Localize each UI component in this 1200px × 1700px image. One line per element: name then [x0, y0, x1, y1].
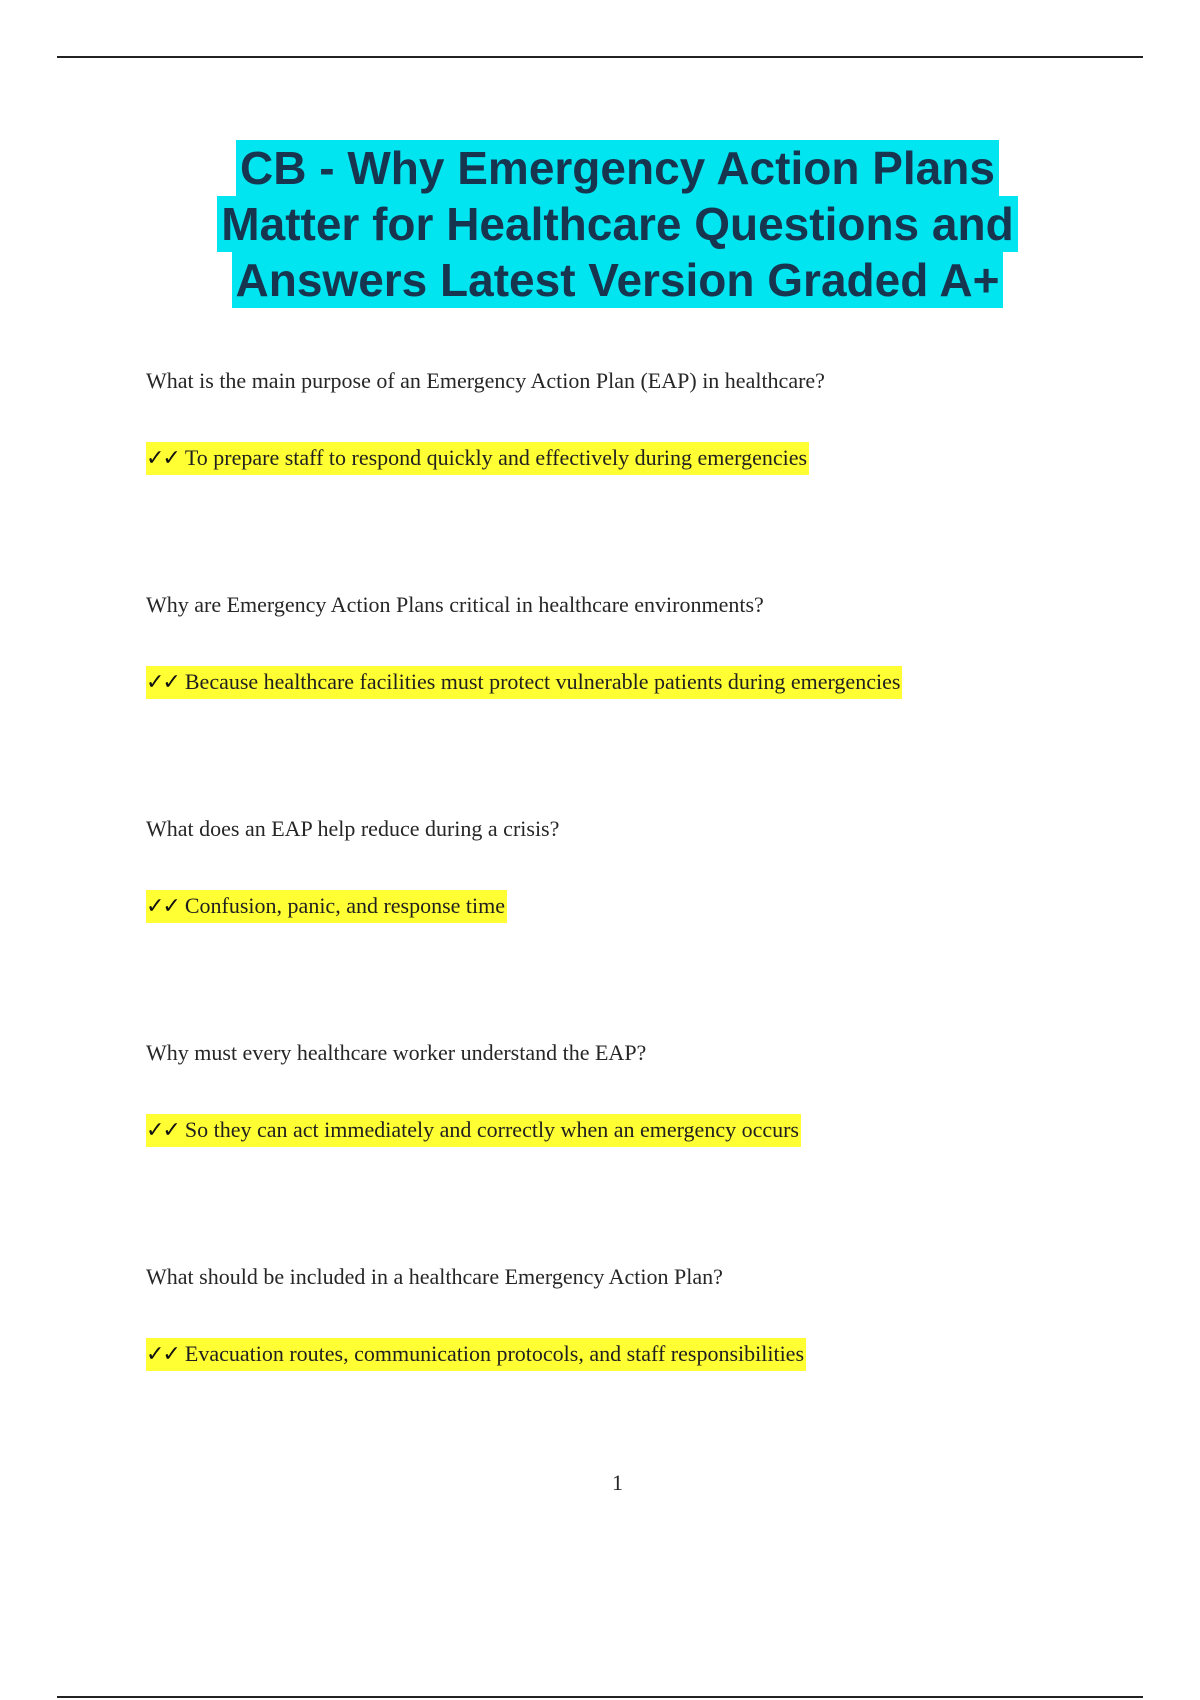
answer-highlight — [146, 1338, 806, 1371]
answer-highlight — [146, 666, 902, 699]
answer-text: Evacuation routes, communication protocols, and staff responsibilities — [184, 1341, 805, 1366]
document-title — [100, 140, 1135, 308]
qa-item — [146, 366, 1096, 590]
qa-item — [146, 1038, 1096, 1262]
answer-highlight — [146, 890, 507, 923]
answer-text: Confusion, panic, and response time — [184, 893, 506, 918]
double-check-icon: ✓✓ — [146, 446, 179, 471]
answer-text: To prepare staff to respond quickly and effectively during emergencies — [184, 445, 808, 470]
question-text: Why are Emergency Action Plans critical in healthcare environments? — [146, 592, 764, 617]
title-line-2: Matter for Healthcare Questions and — [217, 196, 1017, 252]
answer-text: So they can act immediately and correctly when an emergency occurs — [184, 1117, 799, 1142]
double-check-icon: ✓✓ — [146, 1118, 179, 1143]
qa-item — [146, 1262, 1096, 1486]
qa-list — [146, 366, 1096, 1486]
question-text: What is the main purpose of an Emergency Action Plan (EAP) in healthcare? — [146, 368, 825, 393]
question-text: Why must every healthcare worker understand the EAP? — [146, 1040, 647, 1065]
double-check-icon: ✓✓ — [146, 1342, 179, 1367]
double-check-icon: ✓✓ — [146, 670, 179, 695]
answer-highlight — [146, 442, 809, 475]
top-rule — [57, 56, 1143, 58]
double-check-icon: ✓✓ — [146, 894, 179, 919]
question-text: What should be included in a healthcare Emergency Action Plan? — [146, 1264, 723, 1289]
title-line-1: CB - Why Emergency Action Plans — [236, 140, 999, 196]
answer-text: Because healthcare facilities must protect vulnerable patients during emergencies — [184, 669, 901, 694]
qa-item — [146, 590, 1096, 814]
qa-item — [146, 814, 1096, 1038]
answer-highlight — [146, 1114, 801, 1147]
page-number: 1 — [612, 1470, 623, 1495]
bottom-rule — [57, 1696, 1143, 1698]
question-text: What does an EAP help reduce during a crisis? — [146, 816, 560, 841]
title-line-3: Answers Latest Version Graded A+ — [232, 252, 1004, 308]
